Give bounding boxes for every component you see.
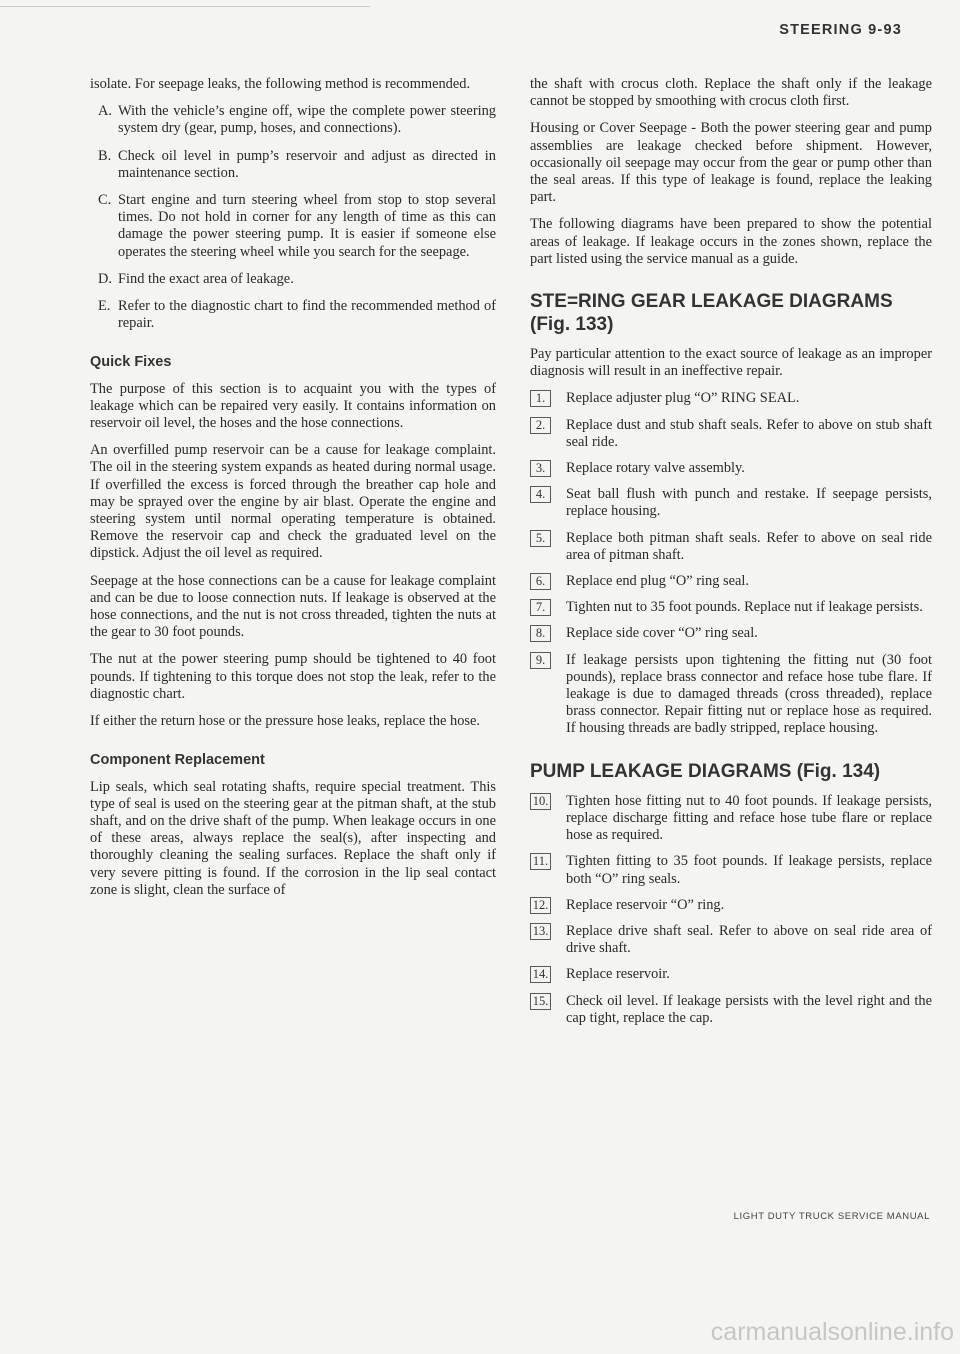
step-text: Find the exact area of leakage. — [118, 270, 294, 287]
item-number-box: 14. — [530, 966, 551, 983]
list-item — [530, 486, 932, 520]
list-item — [530, 966, 932, 983]
item-text: Replace dust and stub shaft seals. Refer to above on stub shaft seal ride. — [566, 416, 932, 450]
component-replacement-heading: Component Replacement — [90, 752, 265, 769]
item-text: Replace rotary valve assembly. — [566, 460, 745, 477]
step-label: B. — [98, 147, 112, 164]
step-text: Start engine and turn steering wheel from stop to stop several times. Do not hold in corner for any length of time as this can damage the power steering pump. It is easier if someone else operates the steering wheel while you search for the seepage. — [118, 192, 496, 260]
procedure-step — [90, 271, 496, 288]
step-label: D. — [98, 270, 112, 287]
pump-leakage-list — [530, 793, 932, 1027]
gear-leakage-heading: STE=RING GEAR LEAKAGE DIAGRAMS (Fig. 133) — [530, 291, 893, 336]
list-item — [530, 993, 932, 1027]
procedure-step — [90, 298, 496, 332]
step-label: E. — [98, 298, 111, 315]
quick-fixes-heading: Quick Fixes — [90, 354, 172, 371]
left-column — [90, 76, 496, 909]
procedure-step — [90, 192, 496, 261]
step-label: C. — [98, 192, 112, 209]
step-text: Refer to the diagnostic chart to find the recommended method of repair. — [118, 298, 496, 332]
item-text: Check oil level. If leakage persists with the level right and the cap tight, replace the cap. — [566, 992, 932, 1026]
list-item — [530, 853, 932, 887]
quick-fixes-paragraph: Seepage at the hose connections can be a cause for leakage complaint and can be due to loose connection nuts. If leakage is observed at the hose connections, and the nut is not cross threaded, tighten the nuts at the gear to 30 foot pounds. — [90, 572, 496, 641]
list-item — [530, 897, 932, 914]
procedure-step — [90, 148, 496, 182]
item-text: Replace reservoir “O” ring. — [566, 896, 725, 913]
list-item — [530, 460, 932, 477]
item-number-box: 15. — [530, 993, 551, 1010]
quick-fixes-paragraph: The purpose of this section is to acquaint you with the types of leakage which can be repaired very easily. It contains information on reservoir oil level, the hoses and the hose connections. — [90, 380, 496, 432]
item-text: Tighten hose fitting nut to 40 foot pounds. If leakage persists, replace discharge fitting and reface hose tube flare or replace hose as required. — [566, 792, 932, 844]
item-number-box: 12. — [530, 897, 551, 914]
quick-fixes-paragraph: The nut at the power steering pump should be tightened to 40 foot pounds. If tightening to this torque does not stop the leak, refer to the diagnostic chart. — [90, 651, 496, 702]
list-item — [530, 923, 932, 957]
item-number-box: 4. — [530, 486, 551, 503]
step-text: Check oil level in pump’s reservoir and adjust as directed in maintenance section. — [118, 147, 496, 181]
item-text: Replace adjuster plug “O” RING SEAL. — [566, 390, 800, 407]
list-item — [530, 599, 932, 616]
item-text: Replace end plug “O” ring seal. — [566, 573, 750, 590]
item-text: If leakage persists upon tightening the fitting nut (30 foot pounds), replace brass connector and reface hose tube flare. If leakage is due to damaged threads (cross threaded), replace brass connector. Repair fitting nut or replace hose as required. If housing threads are badly stripped, replace housing. — [566, 651, 932, 737]
diagrams-paragraph: The following diagrams have been prepared to show the potential areas of leakage. If leakage occurs in the zones shown, replace the part listed using the service manual as a guide. — [530, 216, 932, 267]
list-item — [530, 390, 932, 407]
item-number-box: 2. — [530, 417, 551, 434]
pump-leakage-heading: PUMP LEAKAGE DIAGRAMS (Fig. 134) — [530, 760, 881, 782]
item-number-box: 3. — [530, 460, 551, 477]
item-number-box: 1. — [530, 390, 551, 407]
list-item — [530, 530, 932, 564]
right-column — [530, 76, 932, 1036]
item-text: Tighten fitting to 35 foot pounds. If leakage persists, replace both “O” ring seals. — [566, 853, 932, 887]
item-text: Replace side cover “O” ring seal. — [566, 625, 758, 642]
item-number-box: 9. — [530, 652, 551, 669]
item-number-box: 8. — [530, 625, 551, 642]
quick-fixes-paragraph: An overfilled pump reservoir can be a cause for leakage complaint. The oil in the steering system expands as heated during normal usage. If overfilled the excess is forced through the breather cap hole and may be sprayed over the engine by air blast. Operate the engine and steering system until normal operating temperature is obtained. Remove the reservoir cap and check the graduated level on the dipstick. Adjust the oil level as required. — [90, 442, 496, 562]
procedure-steps — [90, 103, 496, 332]
running-head: STEERING 9-93 — [779, 22, 902, 38]
item-number-box: 11. — [530, 853, 551, 870]
watermark-text: carmanualsonline.info — [710, 1318, 954, 1346]
list-item — [530, 793, 932, 845]
procedure-step — [90, 103, 496, 137]
item-number-box: 10. — [530, 793, 551, 810]
step-text: With the vehicle’s engine off, wipe the complete power steering system dry (gear, pump, hoses, and connections). — [118, 103, 496, 137]
continuation-paragraph: the shaft with crocus cloth. Replace the shaft only if the leakage cannot be stopped by smoothing with crocus cloth first. — [530, 76, 932, 110]
gear-intro-paragraph: Pay particular attention to the exact source of leakage as an improper diagnosis will result in an ineffective repair. — [530, 346, 932, 380]
item-number-box: 7. — [530, 599, 551, 616]
item-text: Replace reservoir. — [566, 966, 670, 983]
list-item — [530, 573, 932, 590]
item-number-box: 6. — [530, 573, 551, 590]
quick-fixes-paragraph: If either the return hose or the pressure hose leaks, replace the hose. — [90, 713, 480, 730]
component-replacement-paragraph: Lip seals, which seal rotating shafts, require special treatment. This type of seal is used on the steering gear at the pitman shaft, at the stub shaft, and on the drive shaft of the pump. When leakage occurs in one of these areas, always replace the seal(s), after inspecting and thoroughly cleaning the sealing surfaces. Replace the shaft only if very severe pitting is found. If the corrosion in the lip seal contact zone is slight, clean the surface of — [90, 778, 496, 898]
list-item — [530, 625, 932, 642]
item-text: Replace drive shaft seal. Refer to above on seal ride area of drive shaft. — [566, 922, 932, 957]
item-text: Tighten nut to 35 foot pounds. Replace nut if leakage persists. — [566, 599, 923, 616]
gear-leakage-list — [530, 390, 932, 737]
item-number-box: 5. — [530, 530, 551, 547]
intro-paragraph: isolate. For seepage leaks, the following method is recommended. — [90, 76, 471, 92]
list-item — [530, 417, 932, 451]
step-label: A. — [98, 103, 112, 120]
item-number-box: 13. — [530, 923, 551, 940]
list-item — [530, 652, 932, 738]
housing-seepage-paragraph: Housing or Cover Seepage - Both the power steering gear and pump assemblies are leakage checked before shipment. However, occasionally oil seepage may occur from the gear or pump other than the seal areas. If this type of leakage is found, replace the leaking part. — [530, 120, 932, 206]
item-text: Seat ball flush with punch and restake. If seepage persists, replace housing. — [566, 486, 932, 520]
top-rule — [0, 6, 370, 7]
item-text: Replace both pitman shaft seals. Refer to above on seal ride area of pitman shaft. — [566, 529, 932, 563]
footer-manual-title: LIGHT DUTY TRUCK SERVICE MANUAL — [733, 1211, 930, 1222]
